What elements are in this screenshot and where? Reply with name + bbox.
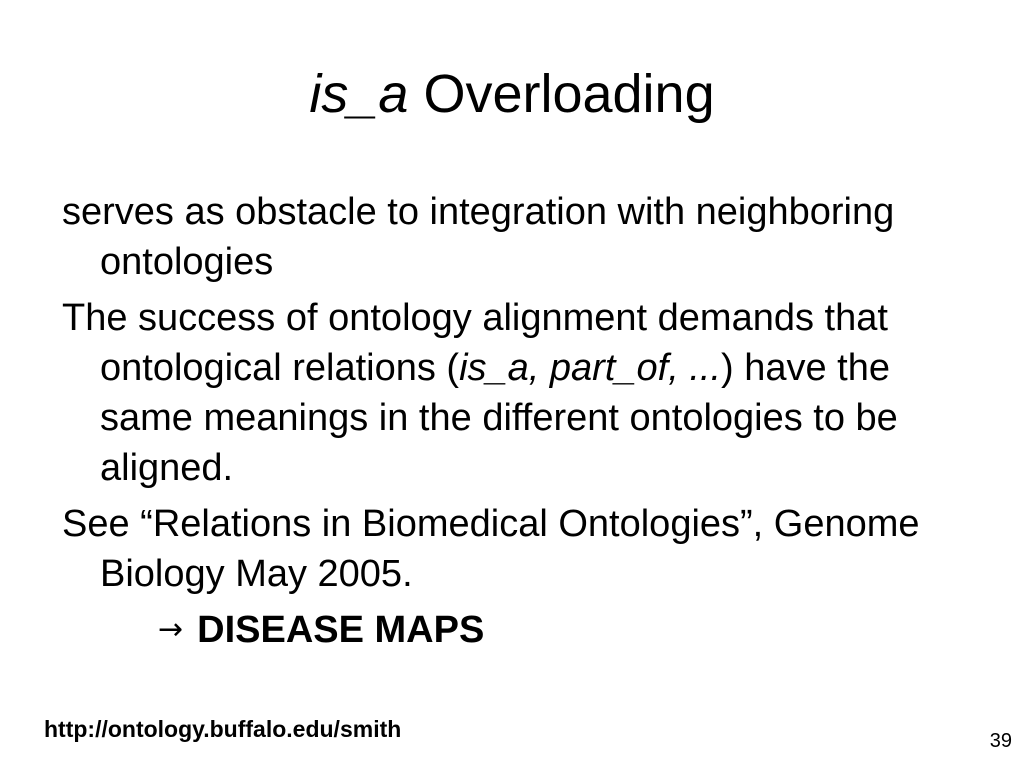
bullet-alignment-relations: is_a, part_of, ... [459,347,722,389]
bullet-reference: See “Relations in Biomedical Ontologies”, Genome Biology May 2005. [62,503,920,595]
bullet-alignment-text-2: ) have the same meanings in the different ontologies to be aligned. [100,347,898,489]
disease-maps-label: DISEASE MAPS [197,609,485,651]
slide-title-rest: Overloading [408,64,715,124]
bullet-obstacle: serves as obstacle to integration with neighboring ontologies [62,191,895,283]
disease-maps-line [158,605,982,658]
footer-url: http://ontology.buffalo.edu/smith [44,716,402,742]
slide-title [0,62,1024,126]
bullet-alignment [62,293,982,493]
right-arrow-icon: → [158,612,184,647]
slide-number: 39 [989,730,1012,752]
slide-body [62,187,982,658]
slide-title-italic: is_a [309,64,409,124]
bullet-alignment-text-1: The success of ontology alignment demands that ontological relations ( [62,297,888,389]
